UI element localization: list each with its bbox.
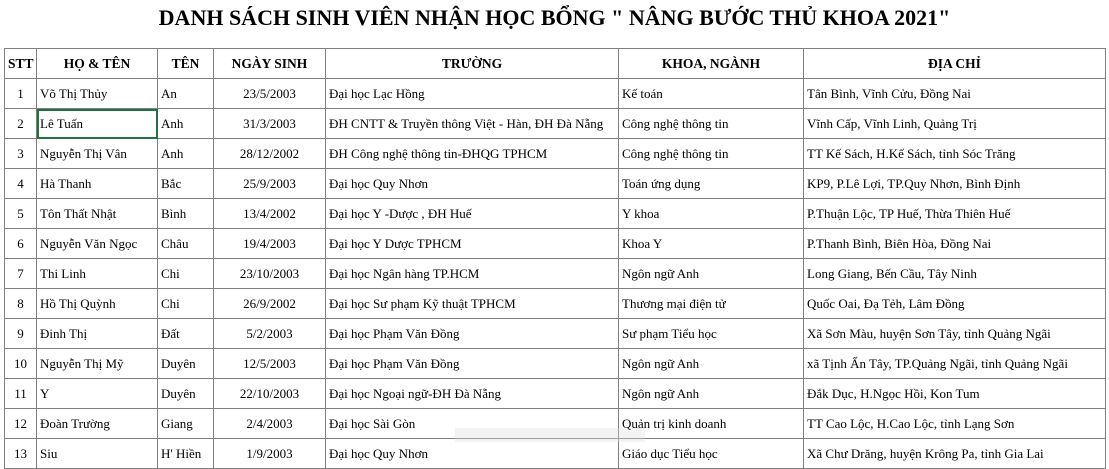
cell-ngay-sinh[interactable]: 23/10/2003: [214, 259, 326, 289]
sheet-title: DANH SÁCH SINH VIÊN NHẬN HỌC BỔNG " NÂNG BƯỚC THỦ KHOA 2021": [158, 5, 951, 30]
cell-dia-chi[interactable]: P.Thanh Bình, Biên Hòa, Đồng Nai: [804, 229, 1106, 259]
cell-dia-chi[interactable]: Tân Bình, Vĩnh Cửu, Đồng Nai: [804, 79, 1106, 109]
cell-ten[interactable]: Chi: [158, 289, 214, 319]
cell-stt[interactable]: 10: [5, 349, 37, 379]
cell-khoa-nganh[interactable]: Ngôn ngữ Anh: [619, 259, 804, 289]
cell-khoa-nganh[interactable]: Toán ứng dụng: [619, 169, 804, 199]
table-row: [5, 79, 1106, 109]
cell-ngay-sinh[interactable]: 31/3/2003: [214, 109, 326, 139]
header-dia-chi[interactable]: ĐỊA CHỈ: [804, 49, 1106, 79]
cell-dia-chi[interactable]: TT Cao Lộc, H.Cao Lộc, tỉnh Lạng Sơn: [804, 409, 1106, 439]
table-row: [5, 379, 1106, 409]
cell-truong[interactable]: Đại học Lạc Hồng: [326, 79, 619, 109]
cell-stt[interactable]: 9: [5, 319, 37, 349]
cell-stt[interactable]: 5: [5, 199, 37, 229]
cell-khoa-nganh[interactable]: Giáo dục Tiểu học: [619, 439, 804, 469]
cell-khoa-nganh[interactable]: Kế toán: [619, 79, 804, 109]
cell-stt[interactable]: 8: [5, 289, 37, 319]
cell-ho[interactable]: Hồ Thị Quỳnh: [37, 289, 158, 319]
header-stt[interactable]: STT: [5, 49, 37, 79]
cell-khoa-nganh[interactable]: Quản trị kinh doanh: [619, 409, 804, 439]
cell-stt[interactable]: 7: [5, 259, 37, 289]
header-khoa-nganh[interactable]: KHOA, NGÀNH: [619, 49, 804, 79]
cell-ngay-sinh[interactable]: 5/2/2003: [214, 319, 326, 349]
cell-truong[interactable]: Đại học Phạm Văn Đồng: [326, 349, 619, 379]
header-ho-ten[interactable]: HỌ & TÊN: [37, 49, 158, 79]
cell-dia-chi[interactable]: Long Giang, Bến Cầu, Tây Ninh: [804, 259, 1106, 289]
header-row: [5, 49, 1106, 79]
cell-ho[interactable]: Võ Thị Thủy: [37, 79, 158, 109]
cell-ho[interactable]: Y: [37, 379, 158, 409]
cell-truong[interactable]: Đại học Ngân hàng TP.HCM: [326, 259, 619, 289]
cell-ho[interactable]: Hà Thanh: [37, 169, 158, 199]
cell-dia-chi[interactable]: xã Tịnh Ấn Tây, TP.Quảng Ngãi, tỉnh Quảng Ngãi: [804, 349, 1106, 379]
table-row: [5, 229, 1106, 259]
cell-ho[interactable]: Nguyễn Thị Vân: [37, 139, 158, 169]
cell-dia-chi[interactable]: KP9, P.Lê Lợi, TP.Quy Nhơn, Bình Định: [804, 169, 1106, 199]
cell-truong[interactable]: Đại học Y -Dược , ĐH Huế: [326, 199, 619, 229]
cell-khoa-nganh[interactable]: Công nghệ thông tin: [619, 139, 804, 169]
cell-ngay-sinh[interactable]: 12/5/2003: [214, 349, 326, 379]
cell-ten[interactable]: Anh: [158, 109, 214, 139]
table-row: [5, 169, 1106, 199]
cell-khoa-nganh[interactable]: Ngôn ngữ Anh: [619, 349, 804, 379]
cell-ngay-sinh[interactable]: 1/9/2003: [214, 439, 326, 469]
cell-stt[interactable]: 1: [5, 79, 37, 109]
cell-ho[interactable]: Tôn Thất Nhật: [37, 199, 158, 229]
cell-ho[interactable]: Lê Tuấn: [37, 109, 158, 139]
cell-stt[interactable]: 12: [5, 409, 37, 439]
cell-khoa-nganh[interactable]: Khoa Y: [619, 229, 804, 259]
cell-ten[interactable]: Bắc: [158, 169, 214, 199]
cell-ho[interactable]: Nguyễn Văn Ngọc: [37, 229, 158, 259]
cell-dia-chi[interactable]: TT Kế Sách, H.Kế Sách, tỉnh Sóc Trăng: [804, 139, 1106, 169]
cell-stt[interactable]: 3: [5, 139, 37, 169]
cell-ho[interactable]: Đinh Thị: [37, 319, 158, 349]
cell-stt[interactable]: 4: [5, 169, 37, 199]
table-row: [5, 109, 1106, 139]
table-row: [5, 439, 1106, 469]
cell-ngay-sinh[interactable]: 28/12/2002: [214, 139, 326, 169]
cell-khoa-nganh[interactable]: Thương mại điện tử: [619, 289, 804, 319]
cell-truong[interactable]: Đại học Quy Nhơn: [326, 439, 619, 469]
cell-ngay-sinh[interactable]: 19/4/2003: [214, 229, 326, 259]
cell-khoa-nganh[interactable]: Sư phạm Tiểu học: [619, 319, 804, 349]
table-row: [5, 319, 1106, 349]
cell-truong[interactable]: Đại học Ngoại ngữ-ĐH Đà Nẵng: [326, 379, 619, 409]
cell-truong[interactable]: Đại học Phạm Văn Đồng: [326, 319, 619, 349]
cell-ten[interactable]: Chi: [158, 259, 214, 289]
cell-ten[interactable]: Duyên: [158, 349, 214, 379]
cell-ho[interactable]: Đoàn Trường: [37, 409, 158, 439]
cell-stt[interactable]: 13: [5, 439, 37, 469]
watermark: [455, 428, 645, 442]
cell-ngay-sinh[interactable]: 23/5/2003: [214, 79, 326, 109]
cell-ho[interactable]: Thi Linh: [37, 259, 158, 289]
cell-ngay-sinh[interactable]: 22/10/2003: [214, 379, 326, 409]
cell-ten[interactable]: Châu: [158, 229, 214, 259]
table-row: [5, 349, 1106, 379]
cell-truong[interactable]: Đại học Sài Gòn: [326, 409, 619, 439]
header-ten[interactable]: TÊN: [158, 49, 214, 79]
cell-khoa-nganh[interactable]: Công nghệ thông tin: [619, 109, 804, 139]
table-row: [5, 139, 1106, 169]
cell-dia-chi[interactable]: Vĩnh Cấp, Vĩnh Linh, Quảng Trị: [804, 109, 1106, 139]
table-row: [5, 289, 1106, 319]
cell-dia-chi[interactable]: P.Thuận Lộc, TP Huế, Thừa Thiên Huế: [804, 199, 1106, 229]
cell-dia-chi[interactable]: Đắk Dục, H.Ngọc Hồi, Kon Tum: [804, 379, 1106, 409]
cell-stt[interactable]: 6: [5, 229, 37, 259]
header-ngay-sinh[interactable]: NGÀY SINH: [214, 49, 326, 79]
cell-ten[interactable]: Anh: [158, 139, 214, 169]
header-truong[interactable]: TRƯỜNG: [326, 49, 619, 79]
cell-ho[interactable]: Nguyễn Thị Mỹ: [37, 349, 158, 379]
scholarship-table: [4, 48, 1106, 469]
cell-stt[interactable]: 11: [5, 379, 37, 409]
cell-truong[interactable]: Đại học Quy Nhơn: [326, 169, 619, 199]
cell-truong[interactable]: ĐH Công nghệ thông tin-ĐHQG TPHCM: [326, 139, 619, 169]
cell-ngay-sinh[interactable]: 13/4/2002: [214, 199, 326, 229]
cell-ngay-sinh[interactable]: 25/9/2003: [214, 169, 326, 199]
cell-dia-chi[interactable]: Quốc Oai, Đạ Tẻh, Lâm Đồng: [804, 289, 1106, 319]
table-row: [5, 199, 1106, 229]
cell-khoa-nganh[interactable]: Ngôn ngữ Anh: [619, 379, 804, 409]
cell-truong[interactable]: Đại học Sư phạm Kỹ thuật TPHCM: [326, 289, 619, 319]
cell-khoa-nganh[interactable]: Y khoa: [619, 199, 804, 229]
cell-ten[interactable]: Duyên: [158, 379, 214, 409]
cell-ten[interactable]: Giang: [158, 409, 214, 439]
cell-ten[interactable]: An: [158, 79, 214, 109]
cell-dia-chi[interactable]: Xã Sơn Màu, huyện Sơn Tây, tỉnh Quảng Ngãi: [804, 319, 1106, 349]
cell-ten[interactable]: Bình: [158, 199, 214, 229]
cell-truong[interactable]: ĐH CNTT & Truyền thông Việt - Hàn, ĐH Đà Nẵng: [326, 109, 619, 139]
cell-stt[interactable]: 2: [5, 109, 37, 139]
cell-ten[interactable]: Đất: [158, 319, 214, 349]
cell-ten[interactable]: H' Hiền: [158, 439, 214, 469]
cell-ngay-sinh[interactable]: 2/4/2003: [214, 409, 326, 439]
cell-dia-chi[interactable]: Xã Chư Drăng, huyện Krông Pa, tỉnh Gia Lai: [804, 439, 1106, 469]
cell-ho[interactable]: Siu: [37, 439, 158, 469]
cell-truong[interactable]: Đại học Y Dược TPHCM: [326, 229, 619, 259]
cell-ngay-sinh[interactable]: 26/9/2002: [214, 289, 326, 319]
table-row: [5, 259, 1106, 289]
